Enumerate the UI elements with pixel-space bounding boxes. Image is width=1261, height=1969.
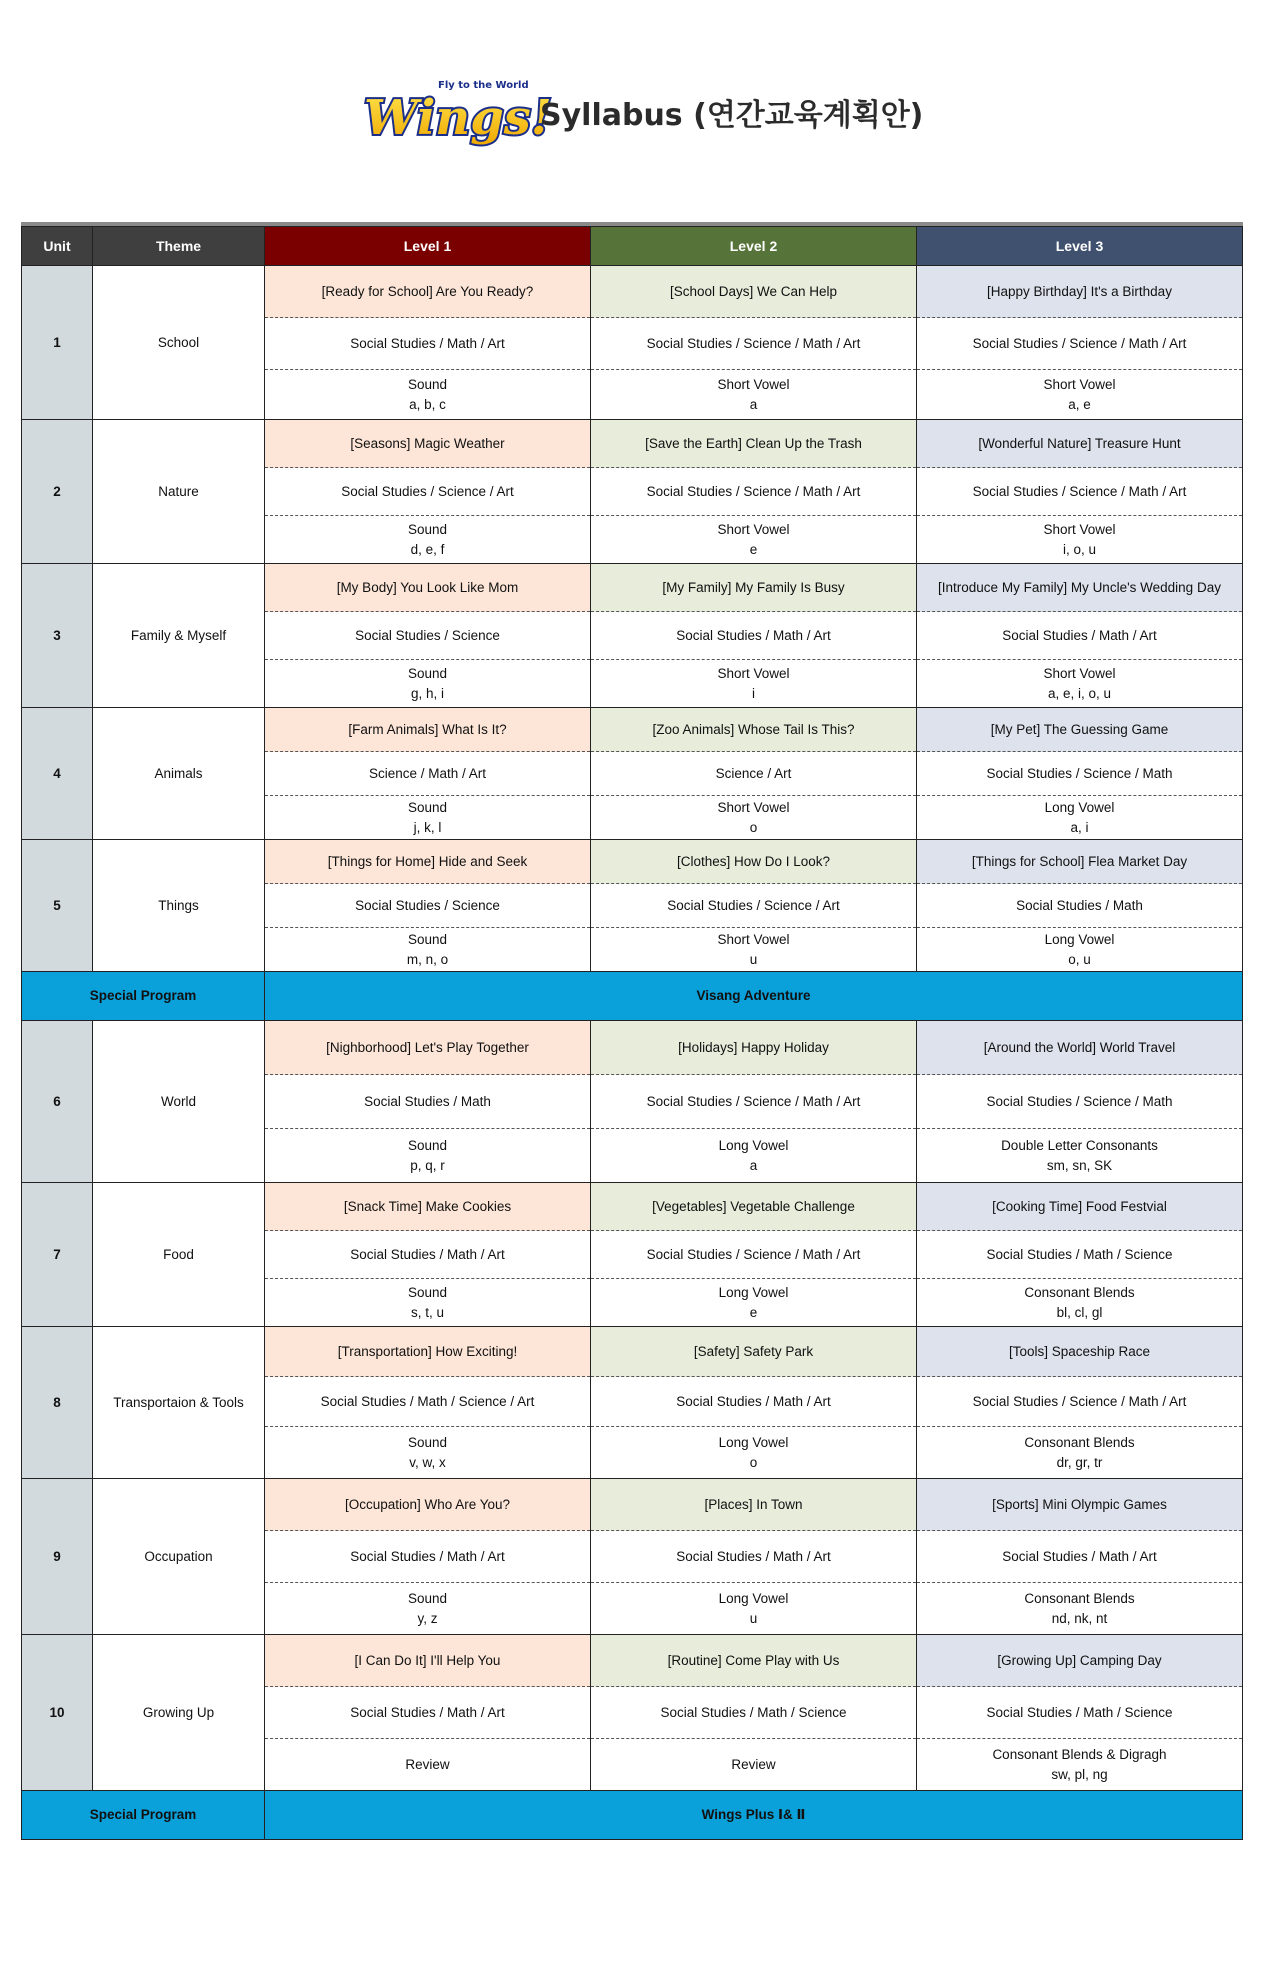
lesson-subjects: Social Studies / Science / Math / Art [917,468,1243,516]
phonics-letters: nd, nk, nt [1051,1610,1108,1626]
lesson-subjects: Social Studies / Science / Math [917,1075,1243,1129]
lesson-title: [Routine] Come Play with Us [591,1635,917,1687]
phonics-cell [265,1129,591,1183]
phonics-letters: e [749,541,758,557]
phonics-cell [917,796,1243,840]
svg-text:Fly to the World: Fly to the World [438,80,529,91]
lesson-title: [School Days] We Can Help [591,266,917,318]
lesson-title: [My Body] You Look Like Mom [265,564,591,612]
unit-theme: Nature [93,420,265,564]
lesson-subjects: Social Studies / Science / Math / Art [591,1231,917,1279]
lesson-title: [Sports] Mini Olympic Games [917,1479,1243,1531]
lesson-title: [Save the Earth] Clean Up the Trash [591,420,917,468]
lesson-subjects: Social Studies / Math [917,884,1243,928]
phonics-cell [917,1739,1243,1791]
phonics-cell [591,796,917,840]
phonics-letters: g, h, i [410,685,445,701]
unit-number: 8 [22,1327,93,1479]
phonics-type: Consonant Blends [1024,1284,1135,1300]
phonics-type: Long Vowel [718,1137,789,1153]
phonics-letters: u [749,1610,758,1626]
phonics-letters: i [752,685,755,701]
lesson-subjects: Social Studies / Science / Math / Art [917,318,1243,370]
lesson-title: [Clothes] How Do I Look? [591,840,917,884]
special-program-row [22,1791,1243,1840]
unit-theme: Food [93,1183,265,1327]
unit-theme: Occupation [93,1479,265,1635]
phonics-cell [591,928,917,972]
phonics-type: Long Vowel [718,1434,789,1450]
lesson-subjects: Social Studies / Math / Science [917,1231,1243,1279]
lesson-title: [Around the World] World Travel [917,1021,1243,1075]
phonics-cell [917,1279,1243,1327]
phonics-cell [591,1739,917,1791]
phonics-type: Short Vowel [717,931,790,947]
phonics-letters: a, e, i, o, u [1047,685,1112,701]
lesson-subjects: Social Studies / Math [265,1075,591,1129]
phonics-cell [265,928,591,972]
unit-number: 1 [22,266,93,420]
lesson-subjects: Social Studies / Science / Math / Art [917,1377,1243,1427]
phonics-letters: o [749,819,758,835]
lesson-subjects: Social Studies / Science [265,612,591,660]
phonics-cell [591,1427,917,1479]
lesson-title: [I Can Do It] I'll Help You [265,1635,591,1687]
lesson-title: [Places] In Town [591,1479,917,1531]
phonics-type: Sound [407,521,448,537]
lesson-subjects: Science / Math / Art [265,752,591,796]
phonics-cell [917,1129,1243,1183]
lesson-title: [Holidays] Happy Holiday [591,1021,917,1075]
special-program-value: Wings Plus Ⅰ& Ⅱ [265,1791,1243,1840]
phonics-type: Sound [407,665,448,681]
phonics-type: Long Vowel [1044,931,1115,947]
special-program-value: Visang Adventure [265,972,1243,1021]
phonics-letters: sm, sn, SK [1046,1157,1113,1173]
phonics-cell [917,1583,1243,1635]
special-program-row [22,972,1243,1021]
phonics-type: Sound [407,1284,448,1300]
unit-theme: World [93,1021,265,1183]
phonics-type: Review [731,1756,776,1772]
phonics-type: Short Vowel [1043,665,1116,681]
unit-number: 3 [22,564,93,708]
phonics-cell [591,1129,917,1183]
phonics-type: Short Vowel [717,799,790,815]
phonics-type: Short Vowel [717,665,790,681]
unit-number: 10 [22,1635,93,1791]
lesson-title: [Things for School] Flea Market Day [917,840,1243,884]
phonics-letters: e [749,1304,758,1320]
phonics-letters: d, e, f [410,541,445,557]
lesson-title: [Tools] Spaceship Race [917,1327,1243,1377]
lesson-subjects: Social Studies / Science / Art [265,468,591,516]
page-header [0,62,1261,162]
phonics-cell [917,370,1243,420]
lesson-title: [Wonderful Nature] Treasure Hunt [917,420,1243,468]
unit-row [22,1327,1243,1377]
phonics-type: Sound [407,931,448,947]
special-program-label: Special Program [22,1791,265,1840]
lesson-title: [Things for Home] Hide and Seek [265,840,591,884]
phonics-type: Long Vowel [1044,799,1115,815]
unit-number: 6 [22,1021,93,1183]
unit-theme: Transportaion & Tools [93,1327,265,1479]
unit-theme: School [93,266,265,420]
lesson-subjects: Social Studies / Math / Art [265,1531,591,1583]
phonics-cell [591,1583,917,1635]
lesson-subjects: Social Studies / Science / Math / Art [591,468,917,516]
unit-row [22,1479,1243,1531]
phonics-cell [591,516,917,564]
unit-theme: Things [93,840,265,972]
unit-number: 2 [22,420,93,564]
phonics-letters: a [749,396,758,412]
phonics-cell [265,796,591,840]
phonics-letters: a, b, c [409,396,446,412]
lesson-subjects: Social Studies / Math / Art [917,1531,1243,1583]
lesson-title: [Farm Animals] What Is It? [265,708,591,752]
unit-row [22,840,1243,884]
lesson-subjects: Science / Art [591,752,917,796]
phonics-letters: o, u [1068,951,1091,967]
phonics-type: Short Vowel [717,521,790,537]
unit-number: 7 [22,1183,93,1327]
lesson-title: [Snack Time] Make Cookies [265,1183,591,1231]
unit-theme: Animals [93,708,265,840]
phonics-letters: m, n, o [406,951,449,967]
phonics-letters: i, o, u [1062,541,1097,557]
phonics-letters: a, e [1068,396,1091,412]
col-header-unit: Unit [22,227,93,266]
phonics-type: Sound [407,1137,448,1153]
lesson-subjects: Social Studies / Science / Math / Art [591,1075,917,1129]
phonics-type: Short Vowel [1043,376,1116,392]
phonics-cell [265,1739,591,1791]
phonics-letters: y, z [417,1610,438,1626]
phonics-letters: a, i [1070,819,1089,835]
lesson-subjects: Social Studies / Science / Math [917,752,1243,796]
lesson-title: [Seasons] Magic Weather [265,420,591,468]
lesson-title: [Safety] Safety Park [591,1327,917,1377]
phonics-cell [265,516,591,564]
phonics-cell [591,1279,917,1327]
lesson-title: [Introduce My Family] My Uncle's Wedding Day [917,564,1243,612]
lesson-title: [Growing Up] Camping Day [917,1635,1243,1687]
phonics-type: Sound [407,799,448,815]
wings-logo [360,72,552,152]
lesson-title: [Happy Birthday] It's a Birthday [917,266,1243,318]
unit-row [22,420,1243,468]
lesson-title: [My Pet] The Guessing Game [917,708,1243,752]
phonics-letters: bl, cl, gl [1056,1304,1103,1320]
phonics-letters: j, k, l [413,819,442,835]
phonics-type: Long Vowel [718,1284,789,1300]
unit-row [22,564,1243,612]
phonics-letters: p, q, r [410,1157,445,1173]
phonics-cell [265,660,591,708]
unit-row [22,1183,1243,1231]
lesson-title: [Nighborhood] Let's Play Together [265,1021,591,1075]
phonics-type: Consonant Blends [1024,1434,1135,1450]
phonics-cell [265,1279,591,1327]
phonics-cell [591,370,917,420]
phonics-cell [917,1427,1243,1479]
lesson-title: [Ready for School] Are You Ready? [265,266,591,318]
phonics-type: Consonant Blends [1024,1590,1135,1606]
unit-row [22,266,1243,318]
lesson-title: [Vegetables] Vegetable Challenge [591,1183,917,1231]
lesson-subjects: Social Studies / Math / Art [265,1231,591,1279]
unit-number: 9 [22,1479,93,1635]
header-row [22,227,1243,266]
lesson-subjects: Social Studies / Science / Art [591,884,917,928]
phonics-type: Double Letter Consonants [1001,1137,1158,1153]
special-program-label: Special Program [22,972,265,1021]
col-header-theme: Theme [93,227,265,266]
syllabus-table [21,226,1243,1840]
phonics-letters: a [749,1157,758,1173]
phonics-type: Sound [407,1434,448,1450]
unit-theme: Growing Up [93,1635,265,1791]
col-header-level1: Level 1 [265,227,591,266]
lesson-title: [Zoo Animals] Whose Tail Is This? [591,708,917,752]
phonics-type: Consonant Blends & Digragh [992,1746,1167,1762]
phonics-cell [265,1427,591,1479]
lesson-title: [Occupation] Who Are You? [265,1479,591,1531]
phonics-letters: sw, pl, ng [1051,1766,1108,1782]
phonics-cell [917,660,1243,708]
unit-theme: Family & Myself [93,564,265,708]
lesson-subjects: Social Studies / Math / Art [917,612,1243,660]
lesson-subjects: Social Studies / Math / Art [591,612,917,660]
lesson-subjects: Social Studies / Science [265,884,591,928]
phonics-type: Short Vowel [717,376,790,392]
phonics-type: Short Vowel [1043,521,1116,537]
lesson-subjects: Social Studies / Science / Math / Art [591,318,917,370]
lesson-subjects: Social Studies / Math / Art [265,318,591,370]
lesson-subjects: Social Studies / Math / Art [591,1531,917,1583]
phonics-cell [917,928,1243,972]
phonics-letters: s, t, u [410,1304,444,1320]
phonics-type: Sound [407,376,448,392]
phonics-type: Sound [407,1590,448,1606]
lesson-title: [Cooking Time] Food Festvial [917,1183,1243,1231]
phonics-letters: v, w, x [409,1454,446,1470]
col-header-level3: Level 3 [917,227,1243,266]
phonics-cell [917,516,1243,564]
phonics-letters: u [749,951,758,967]
lesson-subjects: Social Studies / Math / Science [591,1687,917,1739]
lesson-subjects: Social Studies / Math / Science / Art [265,1377,591,1427]
unit-row [22,1021,1243,1075]
phonics-type: Long Vowel [718,1590,789,1606]
col-header-level2: Level 2 [591,227,917,266]
page-title: Syllabus (연간교육계획안) [540,98,924,133]
phonics-letters: o [749,1454,758,1470]
phonics-cell [265,1583,591,1635]
unit-row [22,708,1243,752]
phonics-type: Review [405,1756,450,1772]
lesson-title: [My Family] My Family Is Busy [591,564,917,612]
lesson-subjects: Social Studies / Math / Art [591,1377,917,1427]
svg-text:Wings!: Wings! [364,90,552,146]
phonics-letters: dr, gr, tr [1056,1454,1103,1470]
phonics-cell [591,660,917,708]
lesson-title: [Transportation] How Exciting! [265,1327,591,1377]
lesson-subjects: Social Studies / Math / Art [265,1687,591,1739]
phonics-cell [265,370,591,420]
lesson-subjects: Social Studies / Math / Science [917,1687,1243,1739]
unit-number: 4 [22,708,93,840]
unit-number: 5 [22,840,93,972]
unit-row [22,1635,1243,1687]
